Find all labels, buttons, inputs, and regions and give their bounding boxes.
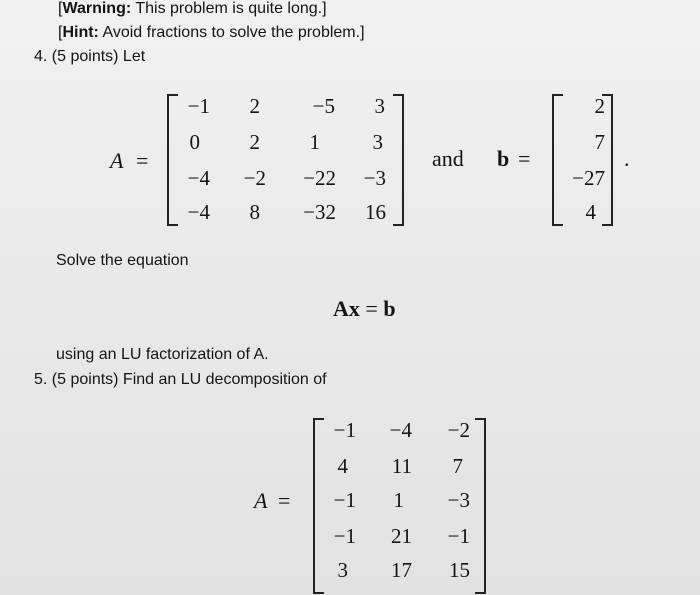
problem-4-using-text: using an LU factorization of A. [56, 346, 269, 363]
hint-label: Hint: [62, 24, 99, 41]
vector-cell: 4 [585, 200, 596, 224]
matrix-cell: 7 [452, 454, 463, 478]
matrix-cell: −1 [333, 418, 356, 442]
matrix-cell: −1 [333, 488, 356, 512]
matrix-cell: 2 [249, 130, 260, 154]
hint-text: Avoid fractions to solve the problem.] [102, 24, 365, 41]
warning-label: Warning: [62, 0, 132, 17]
problem-4-period: . [624, 146, 630, 171]
equation-A: A [333, 296, 349, 321]
problem-5-matrix-name: A [254, 488, 268, 513]
matrix-cell: 1 [393, 488, 404, 512]
matrix-cell: −3 [363, 166, 386, 190]
matrix-cell: 21 [391, 524, 412, 548]
hint-line [58, 24, 365, 42]
matrix-cell: 16 [365, 200, 386, 224]
problem-4-vector-name: b [497, 146, 510, 171]
matrix-cell: −4 [389, 418, 412, 442]
equation-eq: = [365, 296, 378, 321]
warning-text: This problem is quite long.] [135, 0, 327, 17]
problem-4-equals: = [136, 148, 149, 173]
warning-open-bracket: [ [58, 0, 63, 17]
problem-4-matrix-name: A [110, 148, 124, 173]
matrix-cell: 15 [449, 558, 470, 582]
matrix-cell: −5 [312, 94, 335, 118]
problem-4-vector-equals: = [518, 146, 531, 171]
matrix-cell: −22 [303, 166, 336, 190]
matrix-cell: −1 [187, 94, 210, 118]
matrix-cell: 2 [249, 94, 260, 118]
vector-cell: 2 [594, 94, 605, 118]
matrix-cell: 3 [372, 130, 383, 154]
matrix-cell: −1 [447, 524, 470, 548]
problem-4-equation [333, 296, 396, 322]
matrix-cell: 17 [391, 558, 412, 582]
problem-4-matrix-right-bracket [393, 94, 404, 226]
matrix-cell: 0 [189, 130, 200, 154]
matrix-cell: −4 [187, 166, 210, 190]
problem-4-and: and [432, 146, 464, 171]
equation-b: b [383, 296, 396, 321]
problem-4-label: 4. (5 points) Let [34, 48, 146, 65]
hint-open-bracket: [ [58, 24, 63, 41]
matrix-cell: 8 [249, 200, 260, 224]
matrix-cell: 4 [337, 454, 348, 478]
matrix-cell: −4 [187, 200, 210, 224]
vector-cell: 7 [594, 130, 605, 154]
matrix-cell: −1 [333, 524, 356, 548]
matrix-cell: −32 [303, 200, 336, 224]
matrix-cell: −2 [243, 166, 266, 190]
matrix-cell: 3 [337, 558, 348, 582]
matrix-cell: −2 [447, 418, 470, 442]
matrix-cell: 1 [309, 130, 320, 154]
problem-5-label: 5. (5 points) Find an LU decomposition of [34, 371, 327, 388]
problem-4-solve-text: Solve the equation [56, 252, 189, 269]
problem-5-matrix-right-bracket [475, 418, 486, 594]
matrix-cell: −3 [447, 488, 470, 512]
problem-5-equals: = [278, 488, 291, 513]
matrix-cell: 11 [391, 454, 412, 478]
matrix-cell: 3 [374, 94, 385, 118]
equation-x: x [348, 296, 360, 321]
vector-cell: −27 [572, 166, 605, 190]
warning-line [58, 0, 327, 18]
